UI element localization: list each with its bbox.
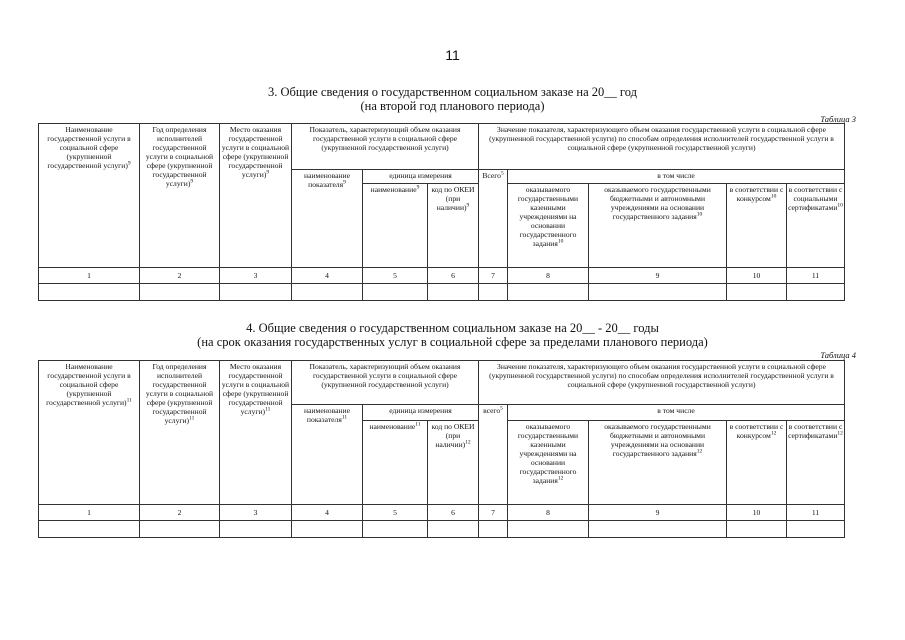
table-row [39, 284, 845, 301]
header-budget: оказываемого государственными бюджетными и автономными учреждениями на основании государственного задания$^{10}$ [589, 184, 727, 268]
col-number: 3 [220, 505, 292, 521]
table-cell[interactable] [140, 521, 220, 538]
header-contest: в соответствии с конкурсом$^{10}$ [727, 184, 787, 268]
col-number: 10 [727, 268, 787, 284]
header-service-name: Наименование государственной услуги в социальной сфере (укрупненной государственной услуги)$^{11}$ [39, 361, 140, 505]
header-kazen: оказываемого государственными казенными учреждениями на основании государственного задания$^{12}$ [508, 421, 589, 505]
col-number: 4 [292, 505, 363, 521]
table-cell[interactable] [479, 284, 508, 301]
table-cell[interactable] [589, 521, 727, 538]
header-unit-name: наименование$^9$ [363, 184, 428, 268]
page-number: 11 [445, 47, 460, 63]
header-service-name: Наименование государственной услуги в социальной сфере (укрупненной государственной услуги)$^9$ [39, 124, 140, 268]
section4-table [38, 360, 845, 538]
header-indicator: Показатель, характеризующий объем оказания государственной услуги в социальной сфере (укрупненной государственной услуги) [292, 361, 479, 405]
table-cell[interactable] [39, 284, 140, 301]
table-cell[interactable] [292, 284, 363, 301]
header-indicator-name: наименование показателя$^9$ [292, 170, 363, 268]
table-cell[interactable] [787, 284, 845, 301]
column-number-row [39, 268, 845, 284]
column-number-row [39, 505, 845, 521]
header-cert: в соответствии с социальными сертификатами$^{10}$ [787, 184, 845, 268]
header-total: всего$^5$ [479, 405, 508, 505]
section3-title-line2: (на второй год планового периода) [360, 99, 545, 113]
header-value: Значение показателя, характеризующего объем оказания государственной услуги в социальной сфере (укрупненной государственной услуги) по способам определения исполнителей государственной услуги в социальной сфере (укрупненной государственной услуги) [479, 361, 845, 405]
header-kazen: оказываемого государственными казенными учреждениями на основании государственного задания$^{10}$ [508, 184, 589, 268]
col-number: 9 [589, 268, 727, 284]
header-unit: единица измерения [363, 170, 479, 184]
table-row [39, 521, 845, 538]
col-number: 3 [220, 268, 292, 284]
header-indicator: Показатель, характеризующий объем оказания государственной услуги в социальной сфере (укрупненной государственной услуги) [292, 124, 479, 170]
col-number: 4 [292, 268, 363, 284]
col-number: 8 [508, 505, 589, 521]
section3-title-line1: 3. Общие сведения о государственном социальном заказе на 20__ год [268, 85, 637, 99]
col-number: 7 [479, 268, 508, 284]
header-place: Место оказания государственной услуги в социальной сфере (укрупненной государственной услуги)$^9$ [220, 124, 292, 268]
header-indicator-name: наименование показателя$^{11}$ [292, 405, 363, 505]
header-cert: в соответствии с сертификатами$^{12}$ [787, 421, 845, 505]
header-value: Значение показателя, характеризующего объем оказания государственной услуги в социальной сфере (укрупненной государственной услуги) по способам определения исполнителей государственной услуги в социальной сфере (укрупненной государственной услуги) [479, 124, 845, 170]
col-number: 6 [428, 505, 479, 521]
table-cell[interactable] [479, 521, 508, 538]
table-cell[interactable] [727, 284, 787, 301]
section4-title-line1: 4. Общие сведения о государственном социальном заказе на 20__ - 20__ годы [246, 321, 659, 335]
section3-title [0, 85, 905, 113]
table-cell[interactable] [220, 521, 292, 538]
header-including: в том числе [508, 170, 845, 184]
table-cell[interactable] [727, 521, 787, 538]
header-budget: оказываемого государственными бюджетными и автономными учреждениями на основании государственного задания$^{12}$ [589, 421, 727, 505]
header-unit-name: наименование$^{11}$ [363, 421, 428, 505]
col-number: 2 [140, 268, 220, 284]
table-cell[interactable] [39, 521, 140, 538]
section3-table [38, 123, 845, 301]
col-number: 9 [589, 505, 727, 521]
header-year: Год определения исполнителей государственной услуги в социальной сфере (укрупненной государственной услуги)$^{11}$ [140, 361, 220, 505]
table-cell[interactable] [140, 284, 220, 301]
header-contest: в соответствии с конкурсом$^{12}$ [727, 421, 787, 505]
col-number: 1 [39, 268, 140, 284]
section3-table-label: Таблица 3 [820, 114, 856, 124]
header-unit: единица измерения [363, 405, 479, 421]
table-cell[interactable] [363, 521, 428, 538]
col-number: 1 [39, 505, 140, 521]
table-cell[interactable] [508, 284, 589, 301]
table-cell[interactable] [428, 521, 479, 538]
section4-title [0, 321, 905, 349]
col-number: 11 [787, 505, 845, 521]
section4-title-line2: (на срок оказания государственных услуг в социальной сфере за пределами планового периода) [197, 335, 708, 349]
col-number: 5 [363, 268, 428, 284]
header-year: Год определения исполнителей государственной услуги в социальной сфере (укрупненной государственной услуги)$^9$ [140, 124, 220, 268]
col-number: 5 [363, 505, 428, 521]
col-number: 6 [428, 268, 479, 284]
col-number: 8 [508, 268, 589, 284]
col-number: 10 [727, 505, 787, 521]
table-cell[interactable] [220, 284, 292, 301]
table-cell[interactable] [589, 284, 727, 301]
col-number: 7 [479, 505, 508, 521]
header-okei: код по ОКЕИ (при наличии)$^9$ [428, 184, 479, 268]
header-including: в том числе [508, 405, 845, 421]
section4-table-label: Таблица 4 [820, 350, 856, 360]
table-cell[interactable] [428, 284, 479, 301]
table-cell[interactable] [363, 284, 428, 301]
table-cell[interactable] [508, 521, 589, 538]
col-number: 2 [140, 505, 220, 521]
col-number: 11 [787, 268, 845, 284]
table-cell[interactable] [292, 521, 363, 538]
table-cell[interactable] [787, 521, 845, 538]
header-total: Всего$^5$ [479, 170, 508, 268]
header-place: Место оказания государственной услуги в социальной сфере (укрупненной государственной услуги)$^{11}$ [220, 361, 292, 505]
header-okei: код по ОКЕИ (при наличии)$^{12}$ [428, 421, 479, 505]
